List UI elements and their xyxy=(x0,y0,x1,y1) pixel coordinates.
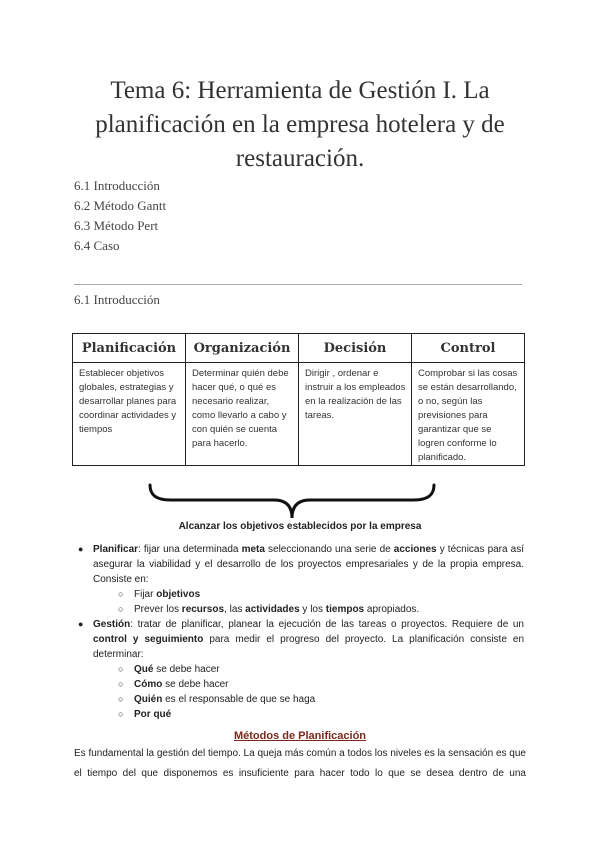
list-item-planificar xyxy=(74,542,524,587)
bullet-list xyxy=(74,542,524,722)
header-planificacion: Planificación xyxy=(73,334,186,363)
text-fragment: seleccionando una serie de xyxy=(264,544,394,555)
toc-item: 6.1 Introducción xyxy=(74,178,160,193)
term-planificar: Planificar xyxy=(93,544,139,555)
term-objetivos: objetivos xyxy=(156,589,201,600)
text-fragment: se debe hacer xyxy=(162,679,229,690)
circle-bullet-icon: ○ xyxy=(118,709,124,719)
term-control: control xyxy=(93,634,127,645)
term-quien: Quién xyxy=(134,694,163,705)
text-fragment: y los xyxy=(299,604,326,615)
sub-item xyxy=(74,602,524,617)
sub-item xyxy=(74,587,524,602)
text-fragment: para medir el progreso del proyecto. La planificación consiste en determinar: xyxy=(93,634,525,660)
text-fragment: se debe hacer xyxy=(153,664,220,675)
table-header-row xyxy=(73,334,525,363)
header-organizacion: Organización xyxy=(186,334,299,363)
curly-brace-icon xyxy=(140,482,440,522)
bullet-icon: ● xyxy=(78,544,84,554)
text-fragment: y técnicas para así asegurar la viabilidad y el desarrollo de los proyectos empresariales y de la propia empresa. Consiste en: xyxy=(93,544,525,585)
text-fragment: apropiados. xyxy=(364,604,420,615)
toc-item: 6.4 Caso xyxy=(74,238,120,253)
term-tiempos: tiempos xyxy=(325,604,365,615)
text-fragment: : tratar de planificar, planear la ejecución de las tareas o proyectos. Requiere de un xyxy=(130,619,524,630)
cell-control: Comprobar si las cosas se están desarrollando, o no, según las previsiones para garantizar que se logren conforme lo planificado. xyxy=(412,363,525,466)
text-fragment: : fijar una determinada xyxy=(138,544,242,555)
term-por-que: Por qué xyxy=(134,709,172,720)
circle-bullet-icon: ○ xyxy=(118,679,124,689)
term-que: Qué xyxy=(134,664,154,675)
body-paragraph: Es fundamental la gestión del tiempo. La queja más común a todos los niveles es la sensación es que el tiempo del que disponemos es insuficiente para hacer todo lo que se desea dentro de una xyxy=(74,748,526,779)
sub-item xyxy=(74,662,524,677)
term-meta: meta xyxy=(241,544,265,555)
term-recursos: recursos xyxy=(181,604,225,615)
section-heading: 6.1 Introducción xyxy=(74,292,160,307)
header-decision: Decisión xyxy=(299,334,412,363)
toc-item: 6.2 Método Gantt xyxy=(74,198,167,213)
goal-caption: Alcanzar los objetivos establecidos por la empresa xyxy=(178,521,422,532)
term-actividades: actividades xyxy=(245,604,300,615)
page-title: Tema 6: Herramienta de Gestión I. La planificación en la empresa hotelera y de restauración. xyxy=(95,77,505,172)
toc-item: 6.3 Método Pert xyxy=(74,218,159,233)
text-fragment: Fijar xyxy=(134,589,157,600)
management-functions-table xyxy=(72,333,525,466)
term-gestion: Gestión xyxy=(93,619,131,630)
text-fragment: es el responsable de que se haga xyxy=(162,694,316,705)
circle-bullet-icon: ○ xyxy=(118,589,124,599)
term-acciones: acciones xyxy=(393,544,437,555)
circle-bullet-icon: ○ xyxy=(118,604,124,614)
list-item-gestion xyxy=(74,617,524,662)
sub-item xyxy=(74,692,524,707)
cell-planificacion: Establecer objetivos globales, estrategias y desarrollar planes para coordinar actividades y tiempos xyxy=(73,363,186,466)
circle-bullet-icon: ○ xyxy=(118,694,124,704)
term-seguimiento: seguimiento xyxy=(144,634,204,645)
bullet-icon: ● xyxy=(78,619,84,629)
circle-bullet-icon: ○ xyxy=(118,664,124,674)
term-como: Cómo xyxy=(134,679,163,690)
sub-item xyxy=(74,707,524,722)
text-fragment: y xyxy=(126,634,145,645)
text-fragment: Prever los xyxy=(134,604,182,615)
methods-heading: Métodos de Planificación xyxy=(233,730,367,742)
sub-item xyxy=(74,677,524,692)
cell-organizacion: Determinar quién debe hacer qué, o qué es necesario realizar, como llevarlo a cabo y con quién se cuenta para hacerlo. xyxy=(186,363,299,466)
cell-decision: Dirigir , ordenar e instruir a los empleados en la realización de las tareas. xyxy=(299,363,412,466)
table-of-contents xyxy=(74,176,166,256)
table-row xyxy=(73,363,525,466)
section-divider xyxy=(74,284,522,285)
header-control: Control xyxy=(412,334,525,363)
text-fragment: , las xyxy=(224,604,246,615)
